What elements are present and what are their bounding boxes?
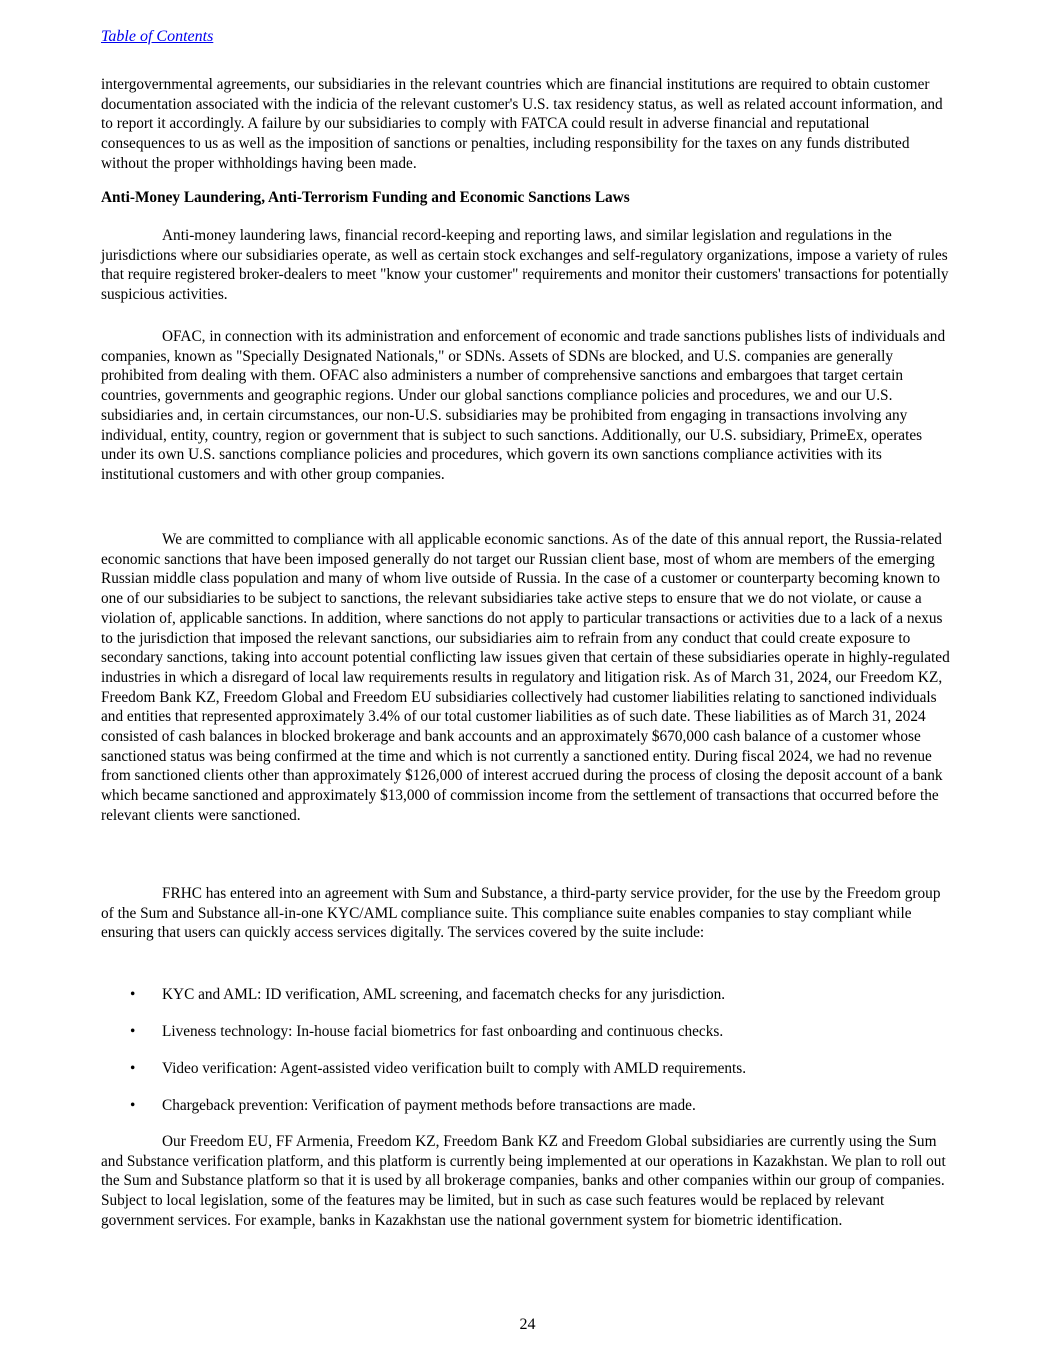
list-item [101,1022,953,1059]
list-item [101,1096,953,1133]
page-number: 24 [519,1316,536,1333]
list-item [101,1059,953,1096]
aml-paragraph-block [101,226,953,305]
ofac-paragraph: OFAC, in connection with its administration and enforcement of economic and trade sanctions publishes lists of individuals and companies, known as "Specially Designated Nationals," or SDNs. Assets of SDNs are blocked, and U.S. companies are generally prohibited from dealing with them. OFAC also administers a number of comprehensive sanctions and embargoes that target certain countries, governments and geographic regions. Under our global sanctions compliance policies and procedures, we and our U.S. subsidiaries and, in certain circumstances, our non-U.S. subsidiaries may be prohibited from engaging in transactions involving any individual, entity, country, region or government that is subject to such sanctions. Additionally, our U.S. subsidiary, PrimeEx, operates under its own U.S. sanctions compliance policies and procedures, which govern its own sanctions compliance activities with its institutional customers and with other group companies. [101,328,946,483]
aml-laws-paragraph: Anti-money laundering laws, financial record-keeping and reporting laws, and similar legislation and regulations in the jurisdictions where our subsidiaries operate, as well as certain stock exchanges and self-regulatory organizations, impose a variety of rules that require registered broker-dealers to meet "know your customer" requirements and monitor their customers' transactions for potentially suspicious activities. [101,227,949,304]
section-heading: Anti-Money Laundering, Anti-Terrorism Funding and Economic Sanctions Laws [101,189,630,206]
platform-rollout-paragraph: Our Freedom EU, FF Armenia, Freedom KZ, Freedom Bank KZ and Freedom Global subsidiaries are currently using the Sum and Substance verification platform, and this platform is currently being implemented at our operations in Kazakhstan. We plan to roll out the Sum and Substance platform so that it is used by all brokerage companies, banks and other companies within our group of companies. Subject to local legislation, some of the features may be limited, but in such as case such features would be replaced by relevant government services. For example, banks in Kazakhstan use the national government system for biometric identification. [101,1133,946,1229]
bullet-icon: • [130,986,136,1003]
sumsub-agreement-paragraph: FRHC has entered into an agreement with Sum and Substance, a third-party service provider, for the use by the Freedom group of the Sum and Substance all-in-one KYC/AML compliance suite. This compliance suite enables companies to stay compliant while ensuring that users can quickly access services digitally. The services covered by the suite include: [101,885,941,942]
list-item-text: KYC and AML: ID verification, AML screening, and facematch checks for any jurisdiction. [162,986,726,1003]
section-heading-block [101,188,953,208]
intro-paragraph: intergovernmental agreements, our subsidiaries in the relevant countries which are financial institutions are required to obtain customer documentation associated with the indicia of the relevant customer's U.S. tax residency status, as well as related account information, and to report it accordingly. A failure by our subsidiaries to comply with FATCA could result in adverse financial and reputational consequences to us as well as the imposition of sanctions or penalties, including responsibility for the taxes on any funds distributed without the proper withholdings having been made. [101,76,943,172]
list-item-text: Chargeback prevention: Verification of payment methods before transactions are made. [162,1097,696,1114]
sanctions-commitment-paragraph: We are committed to compliance with all applicable economic sanctions. As of the date of this annual report, the Russia-related economic sanctions that have been imposed generally do not target our Russian client base, most of whom are members of the emerging Russian middle class population and many of whom live outside of Russia. In the case of a customer or counterparty becoming known to one of our subsidiaries to be subject to sanctions, the relevant subsidiaries take active steps to ensure that we do not violate, or cause a violation of, applicable sanctions. In addition, where sanctions do not apply to particular transactions or activities due to a lack of a nexus to the jurisdiction that imposed the relevant sanctions, our subsidiaries aim to refrain from any conduct that could create exposure to secondary sanctions, taking into account potential conflicting law issues given that certain of these subsidiaries operate in highly-regulated industries in which a disregard of local law requirements results in regulatory and litigation risk. As of March 31, 2024, our Freedom KZ, Freedom Bank KZ, Freedom Global and Freedom EU subsidiaries collectively had customer liabilities relating to sanctioned individuals and entities that represented approximately 3.4% of our total customer liabilities as of such date. These liabilities as of March 31, 2024 consisted of cash balances in blocked brokerage and bank accounts and an approximately $670,000 cash balance of a customer whose sanctioned status was being confirmed at the time and which is not currently a sanctioned entity. During fiscal 2024, we had no revenue from sanctioned clients other than approximately $126,000 of interest accrued during the process of closing the deposit account of a bank which became sanctioned and approximately $13,000 of commission income from the settlement of transactions that occurred before the relevant clients were sanctioned. [101,531,950,824]
closing-paragraph-block [101,1132,953,1231]
list-item-text: Liveness technology: In-house facial biometrics for fast onboarding and continuous checks. [162,1023,724,1040]
sumsub-agreement-paragraph-block [101,884,953,943]
bullet-icon: • [130,1060,136,1077]
bullet-icon: • [130,1023,136,1040]
intro-paragraph-block [101,75,953,174]
ofac-paragraph-block [101,327,953,485]
sanctions-commitment-paragraph-block [101,530,953,826]
list-item [101,985,953,1022]
list-item-text: Video verification: Agent-assisted video verification built to comply with AMLD requirements. [162,1060,747,1077]
services-bullet-list [101,985,953,1133]
table-of-contents-link[interactable]: Table of Contents [101,28,214,45]
bullet-icon: • [130,1097,136,1114]
